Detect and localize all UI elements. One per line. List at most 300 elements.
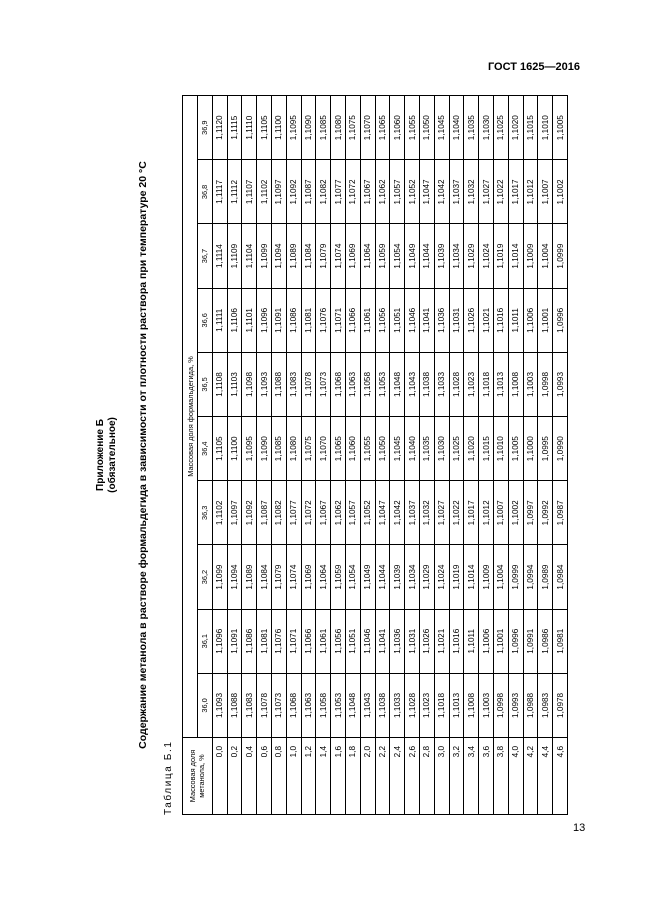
- table-cell: 1,1049: [405, 224, 420, 288]
- table-cell: 1,1014: [508, 224, 523, 288]
- table-cell: 1,1093: [257, 352, 272, 416]
- table-cell: 1,1038: [375, 673, 390, 737]
- appendix-heading: [95, 95, 119, 815]
- table-cell: 1,1013: [449, 673, 464, 737]
- row-header: 1,8: [345, 738, 360, 815]
- table-cell: 1,1083: [286, 352, 301, 416]
- table-cell: 1,1069: [301, 545, 316, 609]
- table-cell: 1,1034: [405, 545, 420, 609]
- table-cell: 1,1082: [271, 481, 286, 545]
- table-cell: 1,1033: [390, 673, 405, 737]
- row-header: 3,0: [434, 738, 449, 815]
- table-cell: 1,1005: [553, 96, 568, 160]
- table-cell: 1,1010: [538, 96, 553, 160]
- table-cell: 1,0993: [553, 352, 568, 416]
- table-cell: 1,1080: [331, 96, 346, 160]
- table-row: [449, 96, 464, 815]
- group-header: Массовая доля формальдегида, %: [183, 96, 198, 738]
- row-header: 0,8: [271, 738, 286, 815]
- table-cell: 1,1105: [212, 417, 227, 481]
- table-cell: 1,1068: [286, 673, 301, 737]
- rotated-content: [95, 95, 635, 815]
- row-header: 2,6: [405, 738, 420, 815]
- table-cell: 1,1081: [301, 288, 316, 352]
- table-row: [257, 96, 272, 815]
- table-cell: 1,1114: [212, 224, 227, 288]
- row-header: 4,6: [553, 738, 568, 815]
- table-row: [508, 96, 523, 815]
- table-cell: 1,1078: [301, 352, 316, 416]
- table-cell: 1,0990: [553, 417, 568, 481]
- table-cell: 1,1023: [464, 352, 479, 416]
- table-cell: 1,1084: [301, 224, 316, 288]
- table-cell: 1,1049: [360, 545, 375, 609]
- table-cell: 1,1111: [212, 288, 227, 352]
- table-cell: 1,1105: [257, 96, 272, 160]
- table-cell: 1,1016: [493, 288, 508, 352]
- table-cell: 1,0996: [508, 609, 523, 673]
- row-header: 4,4: [538, 738, 553, 815]
- table-cell: 1,1030: [479, 96, 494, 160]
- table-cell: 1,1120: [212, 96, 227, 160]
- table-cell: 1,1012: [523, 160, 538, 224]
- table-cell: 1,1093: [212, 673, 227, 737]
- table-cell: 1,1024: [479, 224, 494, 288]
- table-cell: 1,1036: [390, 609, 405, 673]
- table-cell: 1,1069: [345, 224, 360, 288]
- table-cell: 1,0994: [523, 545, 538, 609]
- table-cell: 1,1010: [493, 417, 508, 481]
- table-cell: 1,1018: [479, 352, 494, 416]
- table-row: [405, 96, 420, 815]
- table-cell: 1,1089: [242, 545, 257, 609]
- row-header: 2,4: [390, 738, 405, 815]
- table-cell: 1,1055: [405, 96, 420, 160]
- table-cell: 1,1052: [405, 160, 420, 224]
- table-cell: 1,0978: [553, 673, 568, 737]
- table-cell: 1,1063: [301, 673, 316, 737]
- table-cell: 1,1091: [271, 288, 286, 352]
- table-cell: 1,1037: [405, 481, 420, 545]
- table-cell: 1,1050: [375, 417, 390, 481]
- table-cell: 1,1079: [271, 545, 286, 609]
- table-cell: 1,1078: [257, 673, 272, 737]
- table-cell: 1,1085: [316, 96, 331, 160]
- table-cell: 1,1025: [493, 96, 508, 160]
- table-cell: 1,1045: [390, 417, 405, 481]
- table-row: [523, 96, 538, 815]
- table-cell: 1,1090: [301, 96, 316, 160]
- table-row: [286, 96, 301, 815]
- table-cell: 1,1115: [227, 96, 242, 160]
- table-cell: 1,1022: [493, 160, 508, 224]
- table-cell: 1,1038: [419, 352, 434, 416]
- table-cell: 1,1009: [479, 545, 494, 609]
- table-row: [434, 96, 449, 815]
- table-cell: 1,1053: [375, 352, 390, 416]
- table-cell: 1,1106: [227, 288, 242, 352]
- row-header: 0,0: [212, 738, 227, 815]
- table-cell: 1,1092: [242, 481, 257, 545]
- table-cell: 1,1040: [449, 96, 464, 160]
- table-cell: 1,0983: [538, 673, 553, 737]
- table-row: [212, 96, 227, 815]
- table-cell: 1,1103: [227, 352, 242, 416]
- table-cell: 1,1077: [286, 481, 301, 545]
- table-cell: 1,1109: [227, 224, 242, 288]
- table-cell: 1,1033: [434, 352, 449, 416]
- table-cell: 1,1089: [286, 224, 301, 288]
- column-header: 36,4: [198, 417, 213, 481]
- table-cell: 1,1073: [271, 673, 286, 737]
- table-cell: 1,1085: [271, 417, 286, 481]
- page-number: 13: [573, 822, 586, 834]
- table-cell: 1,1086: [286, 288, 301, 352]
- column-header: 36,3: [198, 481, 213, 545]
- table-cell: 1,1057: [390, 160, 405, 224]
- table-cell: 1,1077: [331, 160, 346, 224]
- density-table: [182, 95, 568, 815]
- table-cell: 1,1108: [212, 352, 227, 416]
- table-cell: 1,1066: [345, 288, 360, 352]
- table-cell: 1,1076: [271, 609, 286, 673]
- table-cell: 1,1007: [493, 481, 508, 545]
- table-cell: 1,1016: [449, 609, 464, 673]
- table-cell: 1,1096: [257, 288, 272, 352]
- table-cell: 1,1084: [257, 545, 272, 609]
- table-cell: 1,0996: [553, 288, 568, 352]
- table-cell: 1,1068: [331, 352, 346, 416]
- table-cell: 1,1047: [419, 160, 434, 224]
- table-cell: 1,1020: [464, 417, 479, 481]
- table-cell: 1,0987: [553, 481, 568, 545]
- table-cell: 1,1021: [434, 609, 449, 673]
- table-cell: 1,1022: [449, 481, 464, 545]
- table-row: [301, 96, 316, 815]
- table-cell: 1,1101: [242, 288, 257, 352]
- table-cell: 1,1040: [405, 417, 420, 481]
- table-cell: 1,1076: [316, 288, 331, 352]
- table-cell: 1,1097: [227, 481, 242, 545]
- table-cell: 1,1092: [286, 160, 301, 224]
- table-row: [316, 96, 331, 815]
- table-cell: 1,1026: [464, 288, 479, 352]
- table-cell: 1,0992: [538, 481, 553, 545]
- table-cell: 1,1058: [316, 673, 331, 737]
- table-cell: 1,1117: [212, 160, 227, 224]
- column-header: 36,8: [198, 160, 213, 224]
- column-header-row: [198, 96, 213, 815]
- table-cell: 1,1112: [227, 160, 242, 224]
- table-cell: 1,1059: [331, 545, 346, 609]
- table-cell: 1,1063: [345, 352, 360, 416]
- column-header: 36,5: [198, 352, 213, 416]
- table-cell: 1,1004: [493, 545, 508, 609]
- table-cell: 1,1072: [345, 160, 360, 224]
- table-cell: 1,1017: [464, 481, 479, 545]
- table-cell: 1,1030: [434, 417, 449, 481]
- table-row: [345, 96, 360, 815]
- row-header: 1,0: [286, 738, 301, 815]
- table-cell: 1,1095: [286, 96, 301, 160]
- table-cell: 1,0988: [523, 673, 538, 737]
- table-cell: 1,1001: [493, 609, 508, 673]
- table-cell: 1,1060: [345, 417, 360, 481]
- row-header: 4,2: [523, 738, 538, 815]
- table-cell: 1,1065: [331, 417, 346, 481]
- table-cell: 1,1027: [434, 481, 449, 545]
- table-cell: 1,1005: [508, 417, 523, 481]
- table-cell: 1,0991: [523, 609, 538, 673]
- table-cell: 1,1031: [449, 288, 464, 352]
- column-header: 36,6: [198, 288, 213, 352]
- table-cell: 1,1003: [479, 673, 494, 737]
- table-cell: 1,1062: [331, 481, 346, 545]
- table-cell: 1,1095: [242, 417, 257, 481]
- table-cell: 1,1070: [360, 96, 375, 160]
- table-cell: 1,1075: [301, 417, 316, 481]
- row-header: 0,2: [227, 738, 242, 815]
- table-row: [493, 96, 508, 815]
- table-caption: Содержание метанола в растворе формальдегида в зависимости от плотности раствора при температуре 20 °С: [137, 161, 149, 749]
- table-cell: 1,1019: [449, 545, 464, 609]
- table-cell: 1,1035: [419, 417, 434, 481]
- standard-number: ГОСТ 1625—2016: [487, 61, 580, 73]
- table-cell: 1,1014: [464, 545, 479, 609]
- row-header: 0,6: [257, 738, 272, 815]
- table-cell: 1,1039: [434, 224, 449, 288]
- table-cell: 1,1029: [419, 545, 434, 609]
- table-cell: 1,1041: [419, 288, 434, 352]
- table-cell: 1,1062: [375, 160, 390, 224]
- table-cell: 1,1087: [257, 481, 272, 545]
- row-header: 2,0: [360, 738, 375, 815]
- table-cell: 1,1094: [271, 224, 286, 288]
- table-cell: 1,1061: [360, 288, 375, 352]
- table-cell: 1,1048: [390, 352, 405, 416]
- table-cell: 1,1011: [464, 609, 479, 673]
- table-cell: 1,0999: [508, 545, 523, 609]
- table-cell: 1,1004: [538, 224, 553, 288]
- row-header: 1,6: [331, 738, 346, 815]
- corner-header: Массовая доля метанола, %: [183, 738, 213, 815]
- table-cell: 1,0995: [538, 417, 553, 481]
- table-cell: 1,1080: [286, 417, 301, 481]
- table-row: [419, 96, 434, 815]
- row-header: 3,2: [449, 738, 464, 815]
- table-cell: 1,1055: [360, 417, 375, 481]
- table-cell: 1,1066: [301, 609, 316, 673]
- table-cell: 1,1050: [419, 96, 434, 160]
- table-cell: 1,1045: [434, 96, 449, 160]
- table-cell: 1,1053: [331, 673, 346, 737]
- table-cell: 1,1061: [316, 609, 331, 673]
- table-label: Таблица Б.1: [163, 740, 174, 815]
- table-cell: 1,1008: [464, 673, 479, 737]
- table-cell: 1,1099: [212, 545, 227, 609]
- table-cell: 1,1067: [316, 481, 331, 545]
- table-cell: 1,1012: [479, 481, 494, 545]
- table-cell: 1,1088: [271, 352, 286, 416]
- table-cell: 1,1074: [286, 545, 301, 609]
- row-header: 3,4: [464, 738, 479, 815]
- table-cell: 1,1071: [286, 609, 301, 673]
- table-cell: 1,1056: [331, 609, 346, 673]
- table-cell: 1,1091: [227, 609, 242, 673]
- column-header: 36,9: [198, 96, 213, 160]
- table-cell: 1,0998: [538, 352, 553, 416]
- table-row: [538, 96, 553, 815]
- row-header: 3,6: [479, 738, 494, 815]
- table-cell: 1,1028: [449, 352, 464, 416]
- table-cell: 1,1072: [301, 481, 316, 545]
- table-cell: 1,1102: [212, 481, 227, 545]
- table-cell: 1,1057: [345, 481, 360, 545]
- table-cell: 1,1102: [257, 160, 272, 224]
- table-cell: 1,1034: [449, 224, 464, 288]
- table-cell: 1,1099: [257, 224, 272, 288]
- table-cell: 1,1003: [523, 352, 538, 416]
- table-cell: 1,0997: [523, 481, 538, 545]
- table-cell: 1,1074: [331, 224, 346, 288]
- table-cell: 1,1088: [227, 673, 242, 737]
- table-cell: 1,1032: [419, 481, 434, 545]
- table-row: [390, 96, 405, 815]
- table-cell: 1,1006: [523, 288, 538, 352]
- table-cell: 1,1042: [390, 481, 405, 545]
- table-cell: 1,1051: [345, 609, 360, 673]
- table-cell: 1,0981: [553, 609, 568, 673]
- table-cell: 1,1009: [523, 224, 538, 288]
- table-row: [464, 96, 479, 815]
- table-cell: 1,1015: [523, 96, 538, 160]
- table-cell: 1,1032: [464, 160, 479, 224]
- table-cell: 1,1075: [345, 96, 360, 160]
- table-cell: 1,1015: [479, 417, 494, 481]
- table-cell: 1,1011: [508, 288, 523, 352]
- table-cell: 1,1031: [405, 609, 420, 673]
- table-cell: 1,1104: [242, 224, 257, 288]
- table-cell: 1,1042: [434, 160, 449, 224]
- row-header: 4,0: [508, 738, 523, 815]
- table-cell: 1,1039: [390, 545, 405, 609]
- table-row: [331, 96, 346, 815]
- table-cell: 1,1006: [479, 609, 494, 673]
- table-cell: 1,1096: [212, 609, 227, 673]
- table-cell: 1,1083: [242, 673, 257, 737]
- table-cell: 1,1064: [316, 545, 331, 609]
- table-cell: 1,0986: [538, 609, 553, 673]
- table-cell: 1,1041: [375, 609, 390, 673]
- table-cell: 1,1090: [257, 417, 272, 481]
- appendix-title: Приложение Б: [95, 419, 106, 491]
- table-cell: 1,1110: [242, 96, 257, 160]
- table-cell: 1,1054: [345, 545, 360, 609]
- table-cell: 1,1065: [375, 96, 390, 160]
- row-header: 0,4: [242, 738, 257, 815]
- table-cell: 1,1073: [316, 352, 331, 416]
- table-cell: 1,1046: [405, 288, 420, 352]
- table-cell: 1,1018: [434, 673, 449, 737]
- table-cell: 1,1082: [316, 160, 331, 224]
- table-cell: 1,1058: [360, 352, 375, 416]
- table-cell: 1,1048: [345, 673, 360, 737]
- table-cell: 1,1086: [242, 609, 257, 673]
- table-cell: 1,1025: [449, 417, 464, 481]
- table-cell: 1,1026: [419, 609, 434, 673]
- table-cell: 1,1060: [390, 96, 405, 160]
- table-cell: 1,0984: [553, 545, 568, 609]
- table-cell: 1,1035: [464, 96, 479, 160]
- table-row: [553, 96, 568, 815]
- column-header: 36,7: [198, 224, 213, 288]
- table-cell: 1,1043: [405, 352, 420, 416]
- table-cell: 1,1019: [493, 224, 508, 288]
- column-header: 36,1: [198, 609, 213, 673]
- table-cell: 1,1100: [271, 96, 286, 160]
- table-cell: 1,1021: [479, 288, 494, 352]
- row-header: 3,8: [493, 738, 508, 815]
- table-cell: 1,1024: [434, 545, 449, 609]
- table-cell: 1,1013: [493, 352, 508, 416]
- table-cell: 1,1070: [316, 417, 331, 481]
- table-cell: 1,1017: [508, 160, 523, 224]
- table-cell: 1,1027: [479, 160, 494, 224]
- table-cell: 1,1037: [449, 160, 464, 224]
- table-cell: 1,1071: [331, 288, 346, 352]
- table-cell: 1,0993: [508, 673, 523, 737]
- row-header: 1,4: [316, 738, 331, 815]
- table-cell: 1,1056: [375, 288, 390, 352]
- table-cell: 1,1007: [538, 160, 553, 224]
- table-cell: 1,1107: [242, 160, 257, 224]
- table-cell: 1,1064: [360, 224, 375, 288]
- appendix-subtitle: (обязательное): [107, 417, 118, 493]
- table-cell: 1,1094: [227, 545, 242, 609]
- table-cell: 1,1051: [390, 288, 405, 352]
- table-cell: 1,0989: [538, 545, 553, 609]
- row-header: 2,2: [375, 738, 390, 815]
- table-cell: 1,1067: [360, 160, 375, 224]
- table-row: [360, 96, 375, 815]
- table-cell: 1,1001: [538, 288, 553, 352]
- table-cell: 1,1054: [390, 224, 405, 288]
- table-row: [479, 96, 494, 815]
- table-row: [227, 96, 242, 815]
- table-cell: 1,1081: [257, 609, 272, 673]
- table-cell: 1,1008: [508, 352, 523, 416]
- table-cell: 1,1000: [523, 417, 538, 481]
- table-cell: 1,1079: [316, 224, 331, 288]
- table-cell: 1,1028: [405, 673, 420, 737]
- row-header: 2,8: [419, 738, 434, 815]
- table-row: [271, 96, 286, 815]
- table-cell: 1,1029: [464, 224, 479, 288]
- table-cell: 1,0998: [493, 673, 508, 737]
- table-row: [375, 96, 390, 815]
- table-cell: 1,1098: [242, 352, 257, 416]
- row-header: 1,2: [301, 738, 316, 815]
- table-cell: 1,1043: [360, 673, 375, 737]
- table-cell: 1,1023: [419, 673, 434, 737]
- table-cell: 1,1036: [434, 288, 449, 352]
- table-row: [242, 96, 257, 815]
- table-cell: 1,1044: [375, 545, 390, 609]
- table-cell: 1,1002: [508, 481, 523, 545]
- table-cell: 1,1020: [508, 96, 523, 160]
- table-cell: 1,1097: [271, 160, 286, 224]
- table-cell: 1,1002: [553, 160, 568, 224]
